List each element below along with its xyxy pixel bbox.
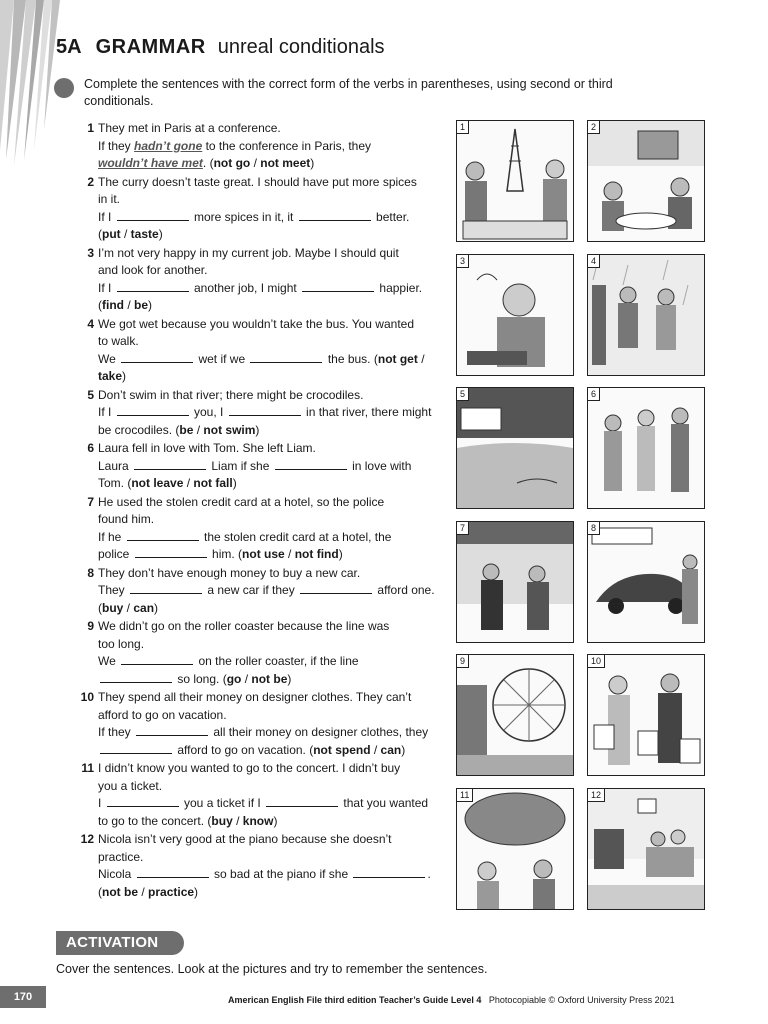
verb-prompt: buy / know <box>211 813 274 828</box>
illustration-image <box>588 388 704 508</box>
item-line: They a new car if they afford one. <box>98 583 435 597</box>
item-line: you a ticket. <box>98 778 163 793</box>
item-line: He used the stolen credit card at a hotel, so the police <box>98 494 385 509</box>
answer-blank[interactable] <box>229 405 301 416</box>
illustration-image <box>457 522 573 642</box>
item-line: If I another job, I might happier. <box>98 280 423 295</box>
verb-prompt: not leave / not fall <box>131 476 233 490</box>
exercise-item <box>76 174 448 244</box>
item-line: If I more spices in it, it better. <box>98 209 410 224</box>
panel-number: 10 <box>588 655 605 668</box>
answer-blank[interactable] <box>275 459 347 470</box>
item-line: We didn’t go on the roller coaster because the line was <box>98 619 390 633</box>
item-line: They spend all their money on designer clothes. They can’t <box>98 690 412 704</box>
panel-number: 7 <box>457 522 469 535</box>
panel-number: 5 <box>457 388 469 401</box>
verb-prompt: not get <box>377 351 418 366</box>
item-line: We wet if we the bus. (not get / <box>98 351 425 366</box>
unit-code: 5A <box>56 36 82 58</box>
instruction-bullet-icon <box>54 78 74 98</box>
answer-blank[interactable] <box>117 210 189 221</box>
exercise-item <box>76 245 448 315</box>
example-answer: wouldn’t have met <box>98 156 203 170</box>
item-line: They met in Paris at a conference. <box>98 121 281 135</box>
item-number: 9 <box>87 619 94 633</box>
panel-number: 6 <box>588 388 600 401</box>
illustration-image <box>588 522 704 642</box>
verb-prompt: not spend / can <box>313 742 402 757</box>
picture-panel-2 <box>587 120 705 242</box>
item-line: If they all their money on designer clothes, they <box>98 725 429 739</box>
verb-prompt: buy / can <box>102 600 155 615</box>
footer-copyright: Photocopiable © Oxford University Press 2021 <box>488 995 675 1005</box>
panel-number: 11 <box>457 789 473 802</box>
answer-blank[interactable] <box>107 796 179 807</box>
item-line: If I you, I in that river, there might <box>98 405 432 419</box>
page-title <box>56 36 385 59</box>
item-line: Nicola so bad at the piano if she . <box>98 867 431 881</box>
item-line: be crocodiles. (be / not swim) <box>98 422 260 437</box>
picture-panel-12 <box>587 788 705 910</box>
panel-number: 2 <box>588 121 600 134</box>
picture-panel-7 <box>456 521 574 643</box>
answer-blank[interactable] <box>250 352 322 363</box>
verb-prompt: find / be <box>102 298 149 312</box>
item-number: 1 <box>87 121 94 135</box>
item-number: 7 <box>87 494 94 509</box>
panel-number: 9 <box>457 655 469 668</box>
item-line: so long. (go / not be) <box>98 671 448 689</box>
page-number: 170 <box>0 986 46 1008</box>
item-line: take) <box>98 369 127 383</box>
item-line: We got wet because you wouldn’t take the bus. You wanted <box>98 316 414 331</box>
panel-number: 8 <box>588 522 600 535</box>
exercise-item <box>76 689 448 759</box>
item-line: police him. (not use / not find) <box>98 547 343 561</box>
picture-panel-9 <box>456 654 574 776</box>
answer-blank[interactable] <box>135 547 207 558</box>
exercise-item <box>76 316 448 386</box>
answer-blank[interactable] <box>137 867 209 878</box>
item-line: (find / be) <box>98 298 153 312</box>
exercise-item <box>76 565 448 618</box>
item-number: 6 <box>87 441 94 455</box>
footer-book: American English File third edition Teacher’s Guide Level 4 <box>228 995 482 1005</box>
answer-blank[interactable] <box>127 530 199 541</box>
item-line: Don’t swim in that river; there might be crocodiles. <box>98 387 364 402</box>
answer-blank[interactable] <box>299 210 371 221</box>
panel-number: 12 <box>588 789 605 802</box>
item-line: found him. <box>98 512 155 526</box>
exercise-item <box>76 831 448 901</box>
item-number: 8 <box>87 565 94 580</box>
answer-blank[interactable] <box>117 405 189 416</box>
item-line: and look for another. <box>98 263 208 277</box>
answer-blank[interactable] <box>117 281 189 292</box>
item-number: 4 <box>87 316 94 331</box>
exercise-item <box>76 387 448 440</box>
answer-blank[interactable] <box>100 672 172 683</box>
picture-panel-4 <box>587 254 705 376</box>
item-line: wouldn’t have met. (not go / not meet) <box>98 156 315 170</box>
exercise-list <box>76 120 448 902</box>
exercise-item <box>76 440 448 493</box>
example-answer: hadn’t gone <box>134 138 203 153</box>
verb-prompt: go / not be <box>226 671 288 686</box>
picture-panel-3 <box>456 254 574 376</box>
verb-prompt: put / taste <box>102 227 159 241</box>
item-number: 11 <box>81 761 94 775</box>
item-line: I’m not very happy in my current job. Maybe I should quit <box>98 245 399 260</box>
answer-blank[interactable] <box>121 352 193 363</box>
item-line: (buy / can) <box>98 600 159 615</box>
illustration-image <box>588 655 704 775</box>
illustration-image <box>457 655 573 775</box>
item-number: 5 <box>87 387 94 402</box>
item-line: If he the stolen credit card at a hotel, the <box>98 529 392 544</box>
item-line: Laura fell in love with Tom. She left Liam. <box>98 441 316 455</box>
panel-number: 4 <box>588 255 600 268</box>
item-line: The curry doesn’t taste great. I should have put more spices <box>98 174 417 189</box>
picture-panel-8 <box>587 521 705 643</box>
answer-blank[interactable] <box>136 725 208 736</box>
answer-blank[interactable] <box>134 459 206 470</box>
item-line: I didn’t know you wanted to go to the concert. I didn’t buy <box>98 761 401 775</box>
verb-prompt: not be / practice <box>102 884 195 899</box>
item-number: 10 <box>80 690 94 704</box>
verb-prompt: not use / not find <box>242 547 339 561</box>
item-line: to go to the concert. (buy / know) <box>98 813 278 828</box>
item-number: 2 <box>87 174 94 189</box>
decorative-fan-graphic <box>0 0 60 170</box>
illustration-image <box>457 121 573 241</box>
item-line: If they hadn’t gone to the conference in Paris, they <box>98 138 372 153</box>
panel-number: 1 <box>457 121 469 134</box>
item-line: (not be / practice) <box>98 884 199 899</box>
item-line: Laura Liam if she in love with <box>98 458 412 473</box>
picture-panel-1 <box>456 120 574 242</box>
item-line: afford to go on vacation. (not spend / can) <box>98 742 448 760</box>
exercise-item <box>76 494 448 564</box>
activation-text: Cover the sentences. Look at the pictures and try to remember the sentences. <box>56 962 488 976</box>
item-line: to walk. <box>98 334 139 348</box>
item-line: Nicola isn’t very good at the piano because she doesn’t <box>98 832 392 846</box>
answer-blank[interactable] <box>353 867 425 878</box>
instructions: Complete the sentences with the correct form of the verbs in parentheses, using second or third conditionals. <box>84 77 613 108</box>
verb-prompt: take <box>98 369 123 383</box>
illustration-image <box>457 255 573 375</box>
item-number: 12 <box>80 832 94 846</box>
illustration-image <box>457 388 573 508</box>
illustration-image <box>588 255 704 375</box>
item-line: (put / taste) <box>98 227 163 241</box>
illustration-image <box>588 789 704 909</box>
item-line: too long. <box>98 636 145 651</box>
picture-panel-11 <box>456 788 574 910</box>
item-line: afford to go on vacation. <box>98 707 227 722</box>
picture-panel-5 <box>456 387 574 509</box>
item-number: 3 <box>87 245 94 260</box>
item-line: Tom. (not leave / not fall) <box>98 476 237 490</box>
answer-blank[interactable] <box>100 743 172 754</box>
topic-label: unreal conditionals <box>217 36 385 58</box>
answer-blank[interactable] <box>130 583 202 594</box>
item-line: I you a ticket if I that you wanted <box>98 796 429 810</box>
verb-prompt: be / not swim <box>179 422 256 437</box>
section-label: GRAMMAR <box>95 36 206 58</box>
illustration-image <box>457 789 573 909</box>
item-line: in it. <box>98 192 121 206</box>
answer-blank[interactable] <box>266 796 338 807</box>
answer-blank[interactable] <box>300 583 372 594</box>
verb-prompt: not go / not meet <box>213 156 311 170</box>
exercise-item <box>76 760 448 830</box>
item-line: They don’t have enough money to buy a new car. <box>98 565 361 580</box>
exercise-item <box>76 618 448 688</box>
activation-badge: ACTIVATION <box>56 931 184 955</box>
panel-number: 3 <box>457 255 469 268</box>
item-line: We on the roller coaster, if the line <box>98 654 359 668</box>
item-line: practice. <box>98 849 144 864</box>
illustration-image <box>588 121 704 241</box>
answer-blank[interactable] <box>121 654 193 665</box>
answer-blank[interactable] <box>302 281 374 292</box>
footer <box>228 995 675 1005</box>
exercise-item <box>76 120 448 173</box>
picture-panel-10 <box>587 654 705 776</box>
picture-panel-6 <box>587 387 705 509</box>
